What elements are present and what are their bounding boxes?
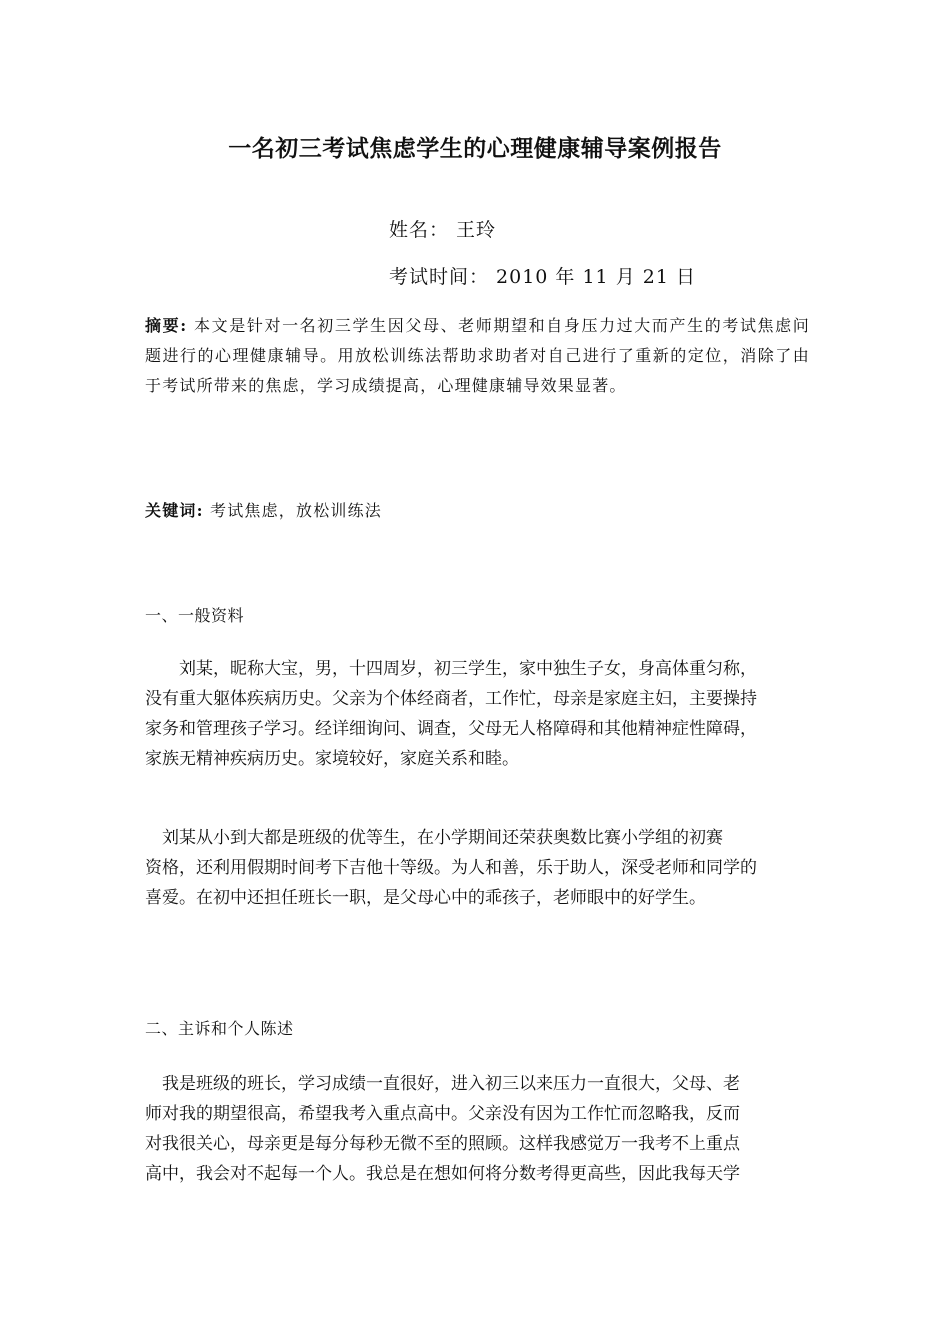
paragraph-line: 资格，还利用假期时间考下吉他十等级。为人和善，乐于助人，深受老师和同学的	[145, 858, 757, 878]
paragraph-general-info-2	[145, 823, 810, 913]
paragraph-line: 没有重大躯体疾病历史。父亲为个体经商者，工作忙，母亲是家庭主妇，主要操持	[145, 689, 757, 709]
keywords	[145, 498, 382, 521]
paragraph-line: 师对我的期望很高，希望我考入重点高中。父亲没有因为工作忙而忽略我，反而	[145, 1104, 740, 1124]
author-name: 姓名： 王玲	[389, 219, 497, 241]
abstract-text: 本文是针对一名初三学生因父母、老师期望和自身压力过大而产生的考试焦虑问题进行的心理健康辅导。用放松训练法帮助求助者对自己进行了重新的定位，消除了由于考试所带来的焦虑，学习成绩提高，心理健康辅导效果显著。	[145, 316, 810, 395]
paragraph-line: 喜爱。在初中还担任班长一职，是父母心中的乖孩子，老师眼中的好学生。	[145, 888, 706, 908]
paragraph-line: 高中，我会对不起每一个人。我总是在想如何将分数考得更高些，因此我每天学	[145, 1164, 740, 1184]
exam-time: 考试时间： 2010 年 11 月 21 日	[389, 266, 696, 288]
paragraph-line: 刘某从小到大都是班级的优等生，在小学期间还荣获奥数比赛小学组的初赛	[145, 828, 723, 848]
paragraph-line: 我是班级的班长，学习成绩一直很好，进入初三以来压力一直很大，父母、老	[145, 1074, 740, 1094]
keywords-label: 关键词:	[145, 501, 204, 520]
keywords-text: 考试焦虑，放松训练法	[203, 501, 383, 520]
section-heading-general-info: 一、一般资料	[145, 606, 245, 625]
abstract-label: 摘要:	[145, 316, 188, 335]
abstract	[145, 311, 810, 401]
document-title: 一名初三考试焦虑学生的心理健康辅导案例报告	[228, 136, 722, 162]
paragraph-line: 家务和管理孩子学习。经详细询问、调查，父母无人格障碍和其他精神症性障碍，	[145, 719, 757, 739]
paragraph-line: 家族无精神疾病历史。家境较好，家庭关系和睦。	[145, 749, 519, 769]
paragraph-line: 刘某，昵称大宝，男，十四周岁，初三学生，家中独生子女，身高体重匀称，	[145, 659, 757, 679]
section-heading-complaint: 二、主诉和个人陈述	[145, 1019, 294, 1038]
paragraph-line: 对我很关心，母亲更是每分每秒无微不至的照顾。这样我感觉万一我考不上重点	[145, 1134, 740, 1154]
paragraph-general-info-1	[145, 654, 810, 774]
paragraph-complaint-1	[145, 1069, 810, 1189]
